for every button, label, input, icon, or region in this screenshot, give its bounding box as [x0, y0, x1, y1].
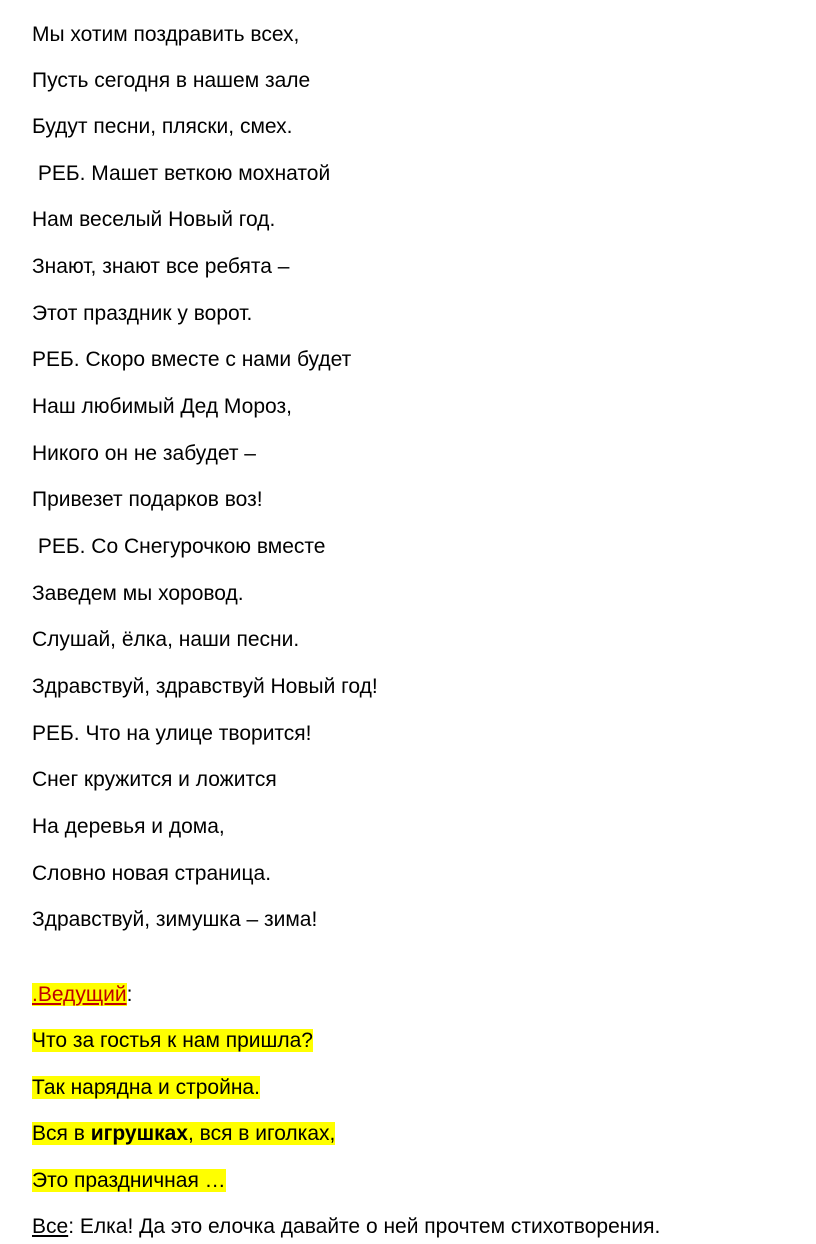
- riddle-text: , вся в иголках,: [187, 1122, 336, 1145]
- poem-line: Нам веселый Новый год.: [32, 208, 276, 231]
- poem-line: Этот праздник у ворот.: [32, 302, 253, 325]
- poem-line: Будут песни, пляски, смех.: [32, 115, 293, 138]
- riddle-bold-word: игрушках: [90, 1122, 188, 1145]
- host-speaker-link[interactable]: .Ведущий: [32, 983, 127, 1006]
- poem-line: Здравствуй, здравствуй Новый год!: [32, 675, 378, 698]
- riddle-text: Это праздничная …: [32, 1169, 226, 1192]
- riddle-line: [32, 1075, 260, 1101]
- poem-line: РЕБ. Машет веткою мохнатой: [32, 162, 331, 185]
- poem-line: Словно новая страница.: [32, 862, 272, 885]
- riddle-text: Вся в: [32, 1122, 91, 1145]
- poem-line: Заведем мы хоровод.: [32, 582, 244, 605]
- poem-line: РЕБ. Что на улице творится!: [32, 722, 312, 745]
- poem-line: На деревья и дома,: [32, 815, 225, 838]
- poem-line: Знают, знают все ребята –: [32, 255, 290, 278]
- poem-line: РЕБ. Со Снегурочкою вместе: [32, 535, 326, 558]
- riddle-line: [32, 1168, 226, 1194]
- poem-line: Пусть сегодня в нашем зале: [32, 69, 311, 92]
- riddle-line: [32, 1121, 335, 1147]
- all-reply-line: [32, 1214, 660, 1240]
- all-reply-text: : Елка! Да это елочка давайте о ней прочтем стихотворения.: [68, 1215, 661, 1238]
- poem-line: РЕБ. Скоро вместе с нами будет: [32, 348, 352, 371]
- poem-line: Здравствуй, зимушка – зима!: [32, 908, 318, 931]
- host-colon: :: [126, 983, 133, 1006]
- poem-line: Слушай, ёлка, наши песни.: [32, 628, 300, 651]
- all-speaker: Все: [32, 1215, 69, 1238]
- riddle-line: [32, 1028, 313, 1054]
- poem-line: Никого он не забудет –: [32, 442, 256, 465]
- poem-line: Наш любимый Дед Мороз,: [32, 395, 292, 418]
- riddle-text: Так нарядна и стройна.: [32, 1076, 260, 1099]
- host-speaker-line: [32, 982, 132, 1008]
- poem-line: Мы хотим поздравить всех,: [32, 23, 300, 46]
- poem-line: Привезет подарков воз!: [32, 488, 263, 511]
- riddle-text: Что за гостья к нам пришла?: [32, 1029, 313, 1052]
- poem-line: Снег кружится и ложится: [32, 768, 277, 791]
